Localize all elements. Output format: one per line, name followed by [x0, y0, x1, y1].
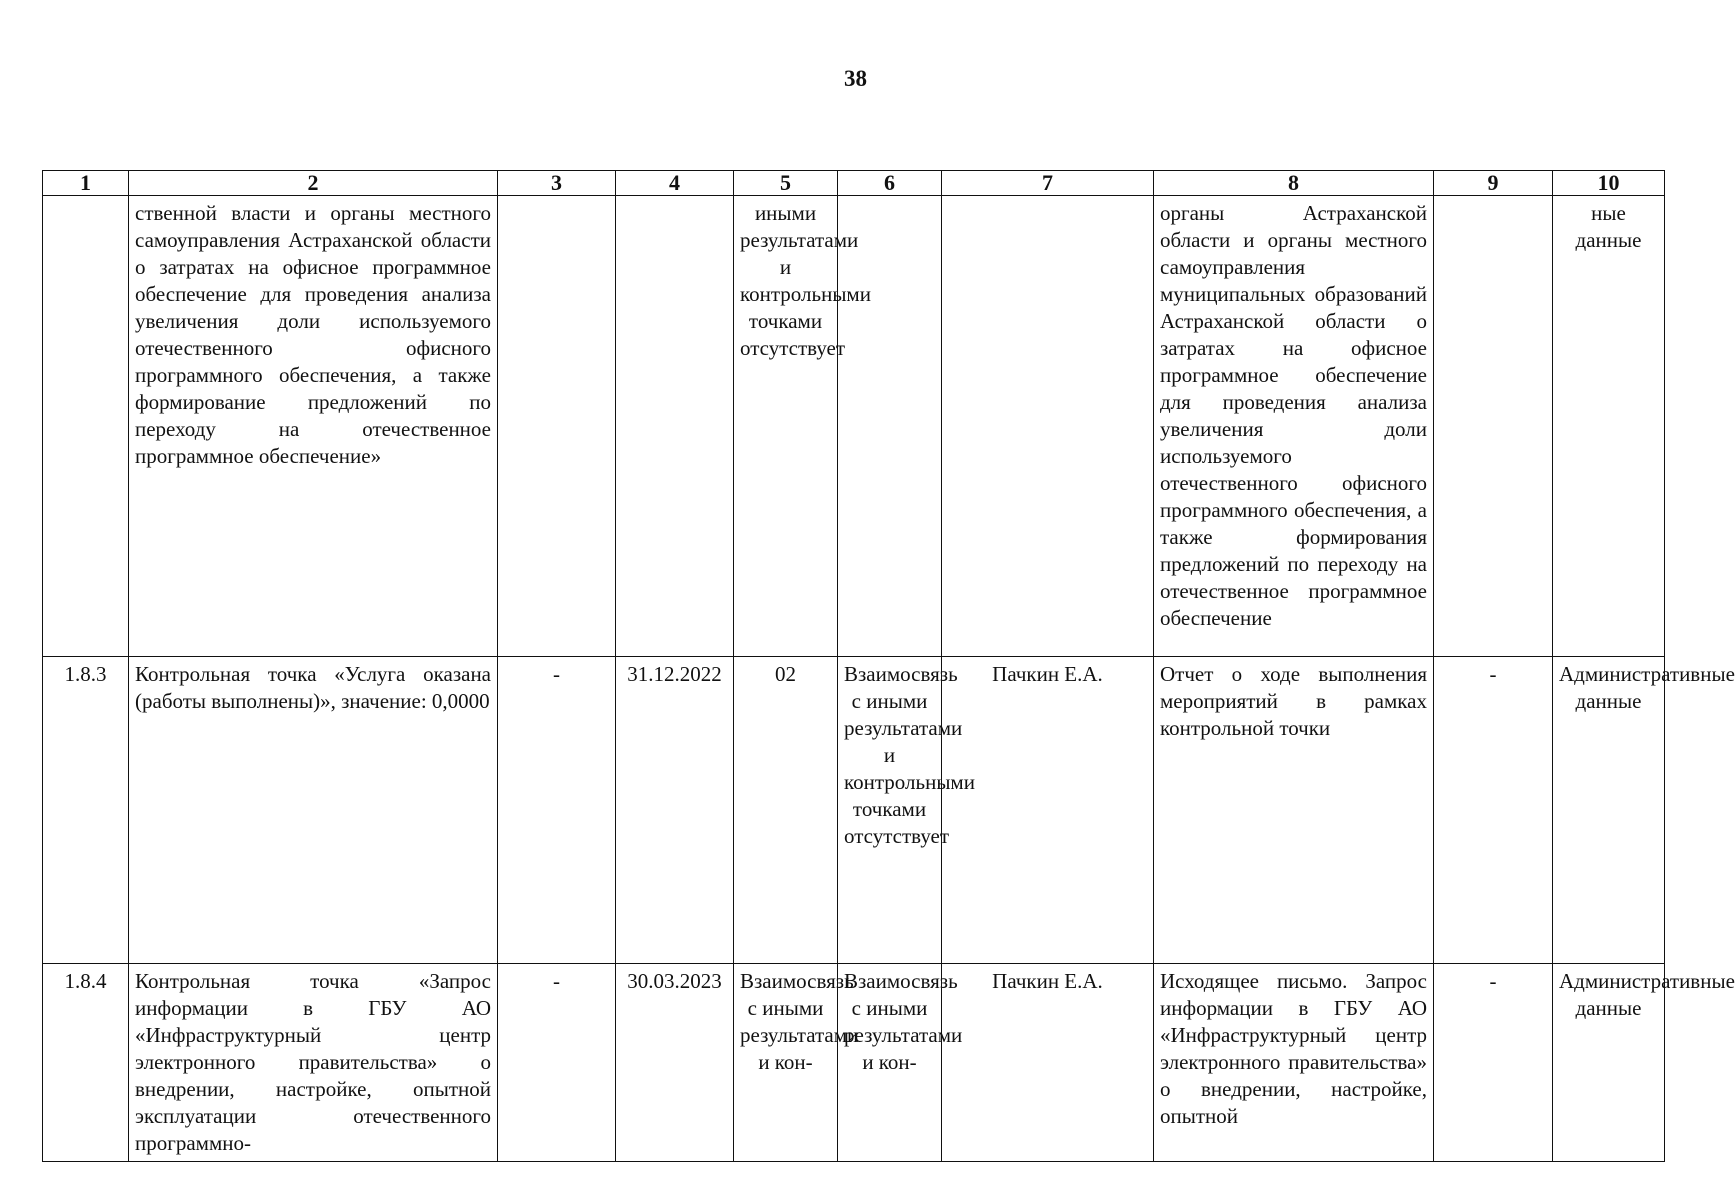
cell-col5: Взаимосвязь с иными результатами и кон- — [734, 964, 838, 1162]
column-header: 6 — [838, 171, 942, 196]
cell-col9: - — [1434, 964, 1553, 1162]
cell-responsible: Пачкин Е.А. — [942, 657, 1154, 964]
column-header: 4 — [616, 171, 734, 196]
cell-description: ственной власти и органы местного самоуправления Астраханской области о затратах на офисное программное обеспечение для проведения анализа увеличения доли используемого отечественного офисного программного обеспечения, а также формирование предложений по переходу на отечественное программное обеспечение» — [129, 196, 498, 657]
table-row — [43, 964, 1665, 1162]
table-row — [43, 657, 1665, 964]
cell-col3: - — [498, 964, 616, 1162]
cell-date: 30.03.2023 — [616, 964, 734, 1162]
column-header: 5 — [734, 171, 838, 196]
cell-number: 1.8.4 — [43, 964, 129, 1162]
cell-info-source: Административные данные — [1553, 657, 1665, 964]
cell-col5: иными результатами и контрольными точками отсутствует — [734, 196, 838, 657]
cell-date: 31.12.2022 — [616, 657, 734, 964]
cell-col5: 02 — [734, 657, 838, 964]
cell-info-source: Административные данные — [1553, 964, 1665, 1162]
cell-col6: Взаимосвязь с иными результатами и кон- — [838, 964, 942, 1162]
column-header: 8 — [1154, 171, 1434, 196]
cell-col9 — [1434, 196, 1553, 657]
column-header: 2 — [129, 171, 498, 196]
cell-description: Контрольная точка «Услуга оказана (работы выполнены)», значение: 0,0000 — [129, 657, 498, 964]
cell-number — [43, 196, 129, 657]
cell-document: Исходящее письмо. Запрос информации в ГБУ АО «Инфраструктурный центр электронного правительства» о внедрении, настройке, опытной — [1154, 964, 1434, 1162]
cell-document: Отчет о ходе выполнения мероприятий в рамках контрольной точки — [1154, 657, 1434, 964]
cell-col6: Взаимосвязь с иными результатами и контрольными точками отсутствует — [838, 657, 942, 964]
column-header: 3 — [498, 171, 616, 196]
page-number: 38 — [844, 66, 867, 91]
column-header: 10 — [1553, 171, 1665, 196]
table-row — [43, 196, 1665, 657]
cell-col9: - — [1434, 657, 1553, 964]
cell-description: Контрольная точка «Запрос информации в ГБУ АО «Инфраструктурный центр электронного правительства» о внедрении, настройке, опытной эксплуатации отечественного программно- — [129, 964, 498, 1162]
table-header-row — [43, 171, 1665, 196]
cell-col3 — [498, 196, 616, 657]
cell-col6 — [838, 196, 942, 657]
column-header: 7 — [942, 171, 1154, 196]
column-header: 9 — [1434, 171, 1553, 196]
measures-table — [42, 170, 1735, 1162]
cell-document: органы Астраханской области и органы местного самоуправления муниципальных образований Астраханской области о затратах на офисное программное обеспечение для проведения анализа увеличения доли используемого отечественного офисного программного обеспечения, а также формирования предложений по переходу на отечественное программное обеспечение — [1154, 196, 1434, 657]
column-header: 1 — [43, 171, 129, 196]
cell-col3: - — [498, 657, 616, 964]
cell-info-source: ные данные — [1553, 196, 1665, 657]
cell-number: 1.8.3 — [43, 657, 129, 964]
cell-date — [616, 196, 734, 657]
cell-responsible — [942, 196, 1154, 657]
cell-responsible: Пачкин Е.А. — [942, 964, 1154, 1162]
